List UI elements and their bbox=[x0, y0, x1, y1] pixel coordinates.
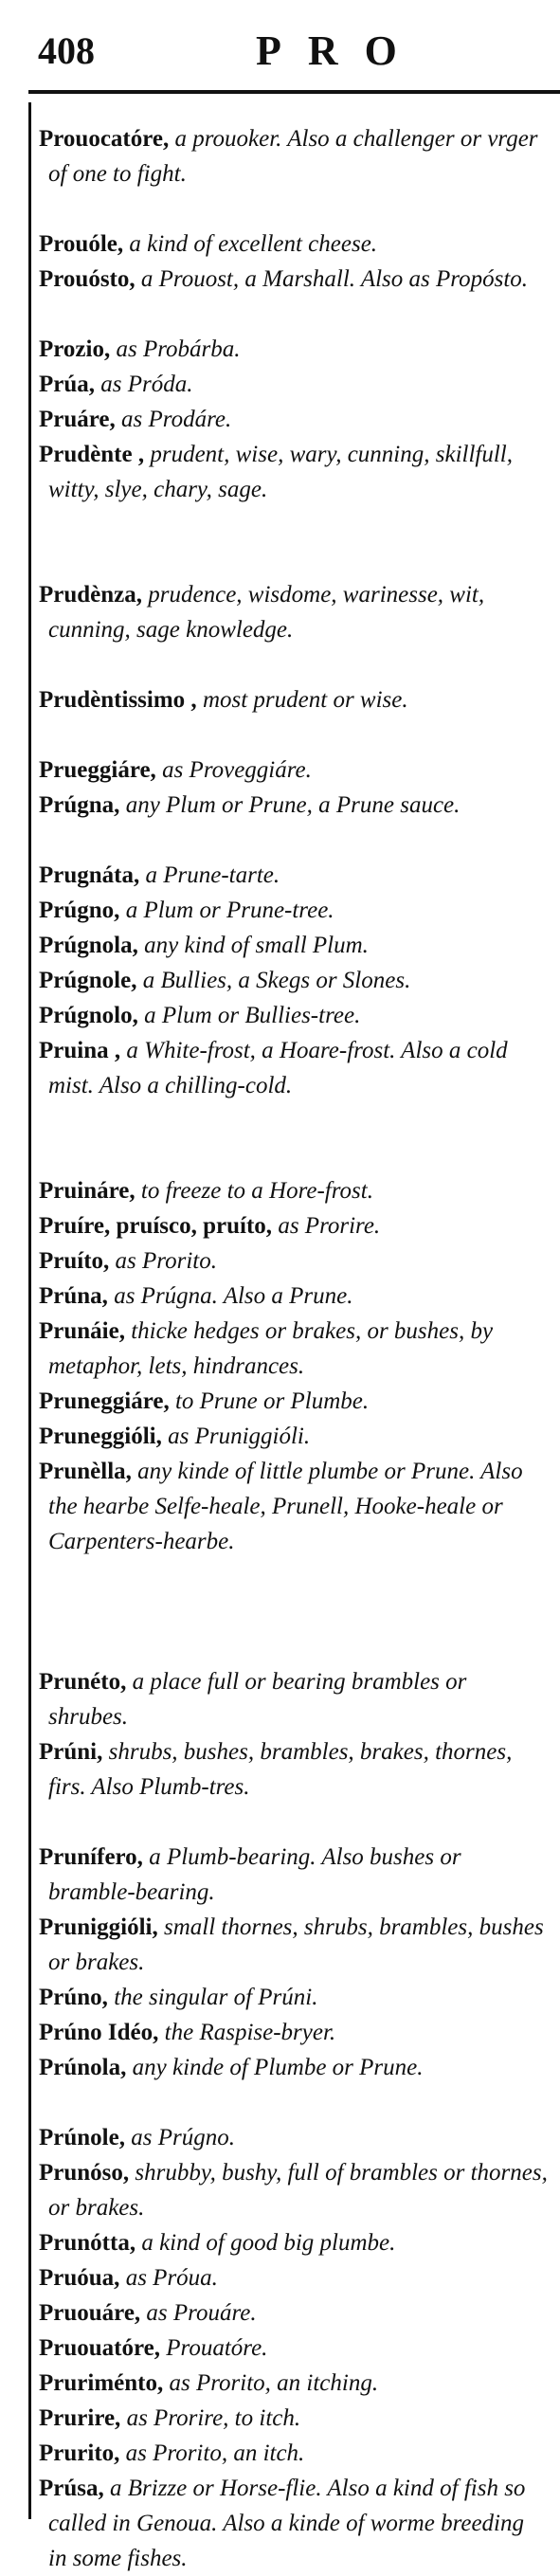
entry-headword: Prunífero, bbox=[39, 1844, 143, 1870]
dictionary-entry bbox=[31, 367, 548, 402]
entry-headword: Pruina , bbox=[39, 1038, 121, 1063]
entry-definition: as Pruniggióli. bbox=[168, 1424, 311, 1449]
dictionary-entry bbox=[31, 998, 548, 1033]
entry-headword: Prudènza, bbox=[39, 582, 143, 608]
dictionary-entry bbox=[31, 2471, 548, 2576]
entry-definition: thicke hedges or brakes, or bushes, by metaphor, lets, hindrances. bbox=[48, 1318, 494, 1379]
entry-definition: as Prodáre. bbox=[121, 407, 232, 432]
entry-headword: Pruáre, bbox=[39, 407, 116, 432]
entry-definition: a place full or bearing brambles or shrubes. bbox=[48, 1669, 467, 1730]
entry-headword: Prueggiáre, bbox=[39, 757, 156, 783]
dictionary-entry bbox=[31, 2120, 548, 2155]
entry-headword: Pruouatóre, bbox=[39, 2335, 160, 2361]
entry-definition: a kind of excellent cheese. bbox=[129, 231, 378, 257]
entry-definition: most prudent or wise. bbox=[202, 687, 408, 713]
entry-definition: Prouatóre. bbox=[166, 2335, 268, 2361]
entry-definition: as Prouáre. bbox=[146, 2300, 257, 2326]
dictionary-entry bbox=[31, 1419, 548, 1454]
entry-definition: as Prorito, an itching. bbox=[169, 2370, 379, 2396]
entry-headword: Prúgno, bbox=[39, 898, 120, 923]
dictionary-entry bbox=[31, 121, 548, 191]
entry-headword: Prouósto, bbox=[39, 266, 135, 292]
entry-headword: Prurire, bbox=[39, 2405, 121, 2431]
entry-headword: Pruináre, bbox=[39, 1178, 135, 1204]
dictionary-entry bbox=[31, 2436, 548, 2471]
entry-definition: a Brizze or Horse-flie. Also a kind of fish so called in Genoua. Also a kinde of worme breeding in some fishes. bbox=[48, 2476, 526, 2571]
entry-headword: Prúa, bbox=[39, 372, 96, 397]
entry-definition: a Plumb-bearing. Also bushes or bramble-bearing. bbox=[48, 1844, 461, 1905]
dictionary-entry bbox=[31, 227, 548, 262]
dictionary-entry bbox=[31, 2015, 548, 2050]
entry-definition: shrubs, bushes, brambles, brakes, thornes, firs. Also Plumb-tres. bbox=[48, 1739, 513, 1800]
entry-definition: to freeze to a Hore-frost. bbox=[140, 1178, 373, 1204]
dictionary-entry bbox=[31, 1208, 548, 1243]
dictionary-entry bbox=[31, 1454, 548, 1559]
entry-headword: Pruóua, bbox=[39, 2265, 120, 2291]
dictionary-entry bbox=[31, 2225, 548, 2260]
dictionary-entry bbox=[31, 1279, 548, 1314]
entry-column bbox=[28, 102, 559, 2571]
entry-headword: Prúnola, bbox=[39, 2055, 127, 2080]
entry-definition: prudence, wisdome, warinesse, wit, cunning, sage knowledge. bbox=[48, 582, 485, 643]
entry-headword: Prúgna, bbox=[39, 792, 120, 818]
dictionary-entry bbox=[31, 1384, 548, 1419]
entry-definition: any kind of small Plum. bbox=[144, 933, 369, 958]
entry-definition: as Proveggiáre. bbox=[162, 757, 312, 783]
dictionary-entry bbox=[31, 437, 548, 507]
entry-headword: Prúsa, bbox=[39, 2476, 104, 2501]
entry-definition: the Raspise-bryer. bbox=[164, 2020, 336, 2045]
entry-headword: Pruneggióli, bbox=[39, 1424, 162, 1449]
entry-headword: Prunéto, bbox=[39, 1669, 127, 1695]
dictionary-entry bbox=[31, 1840, 548, 1910]
entry-definition: a prouoker. Also a challenger or vrger of one to fight. bbox=[48, 126, 538, 187]
entry-headword: Prouóle, bbox=[39, 231, 124, 257]
entry-headword: Prudènte , bbox=[39, 442, 145, 467]
entry-definition: a Prouost, a Marshall. Also as Propósto. bbox=[140, 266, 529, 292]
entry-definition: as Prorire. bbox=[278, 1213, 381, 1239]
entry-headword: Pruíre, pruísco, pruíto, bbox=[39, 1213, 273, 1239]
header-rule bbox=[28, 90, 560, 94]
entry-definition: as Próda. bbox=[100, 372, 193, 397]
dictionary-entry bbox=[31, 2295, 548, 2331]
dictionary-entry bbox=[31, 1243, 548, 1279]
entry-definition: as Prorito. bbox=[115, 1248, 217, 1274]
dictionary-entry bbox=[31, 2155, 548, 2225]
entry-definition: a kind of good big plumbe. bbox=[141, 2230, 396, 2256]
entry-headword: Prúna, bbox=[39, 1283, 108, 1309]
entry-headword: Prúgnole, bbox=[39, 968, 137, 993]
entry-headword: Prúno Idéo, bbox=[39, 2020, 159, 2045]
dictionary-entry bbox=[31, 2331, 548, 2366]
page-number: 408 bbox=[38, 29, 95, 72]
entry-definition: to Prune or Plumbe. bbox=[174, 1388, 370, 1414]
entry-definition: as Próua. bbox=[125, 2265, 218, 2291]
dictionary-entry bbox=[31, 1314, 548, 1384]
entry-headword: Prúgnola, bbox=[39, 933, 138, 958]
entry-definition: as Prúgna. Also a Prune. bbox=[114, 1283, 353, 1309]
entry-headword: Prúnole, bbox=[39, 2125, 125, 2150]
dictionary-entry bbox=[31, 1910, 548, 1980]
dictionary-entry bbox=[31, 928, 548, 963]
entry-definition: any Plum or Prune, a Prune sauce. bbox=[125, 792, 461, 818]
entry-headword: Pruneggiáre, bbox=[39, 1388, 170, 1414]
dictionary-entry bbox=[31, 402, 548, 437]
dictionary-entry bbox=[31, 1173, 548, 1208]
entry-headword: Prúgnolo, bbox=[39, 1003, 138, 1028]
entry-definition: a White-frost, a Hoare-frost. Also a cold mist. Also a chilling-cold. bbox=[48, 1038, 508, 1098]
entry-definition: prudent, wise, wary, cunning, skillfull, witty, slye, chary, sage. bbox=[48, 442, 513, 502]
entry-headword: Prúni, bbox=[39, 1739, 103, 1765]
entry-definition: a Prune-tarte. bbox=[145, 862, 280, 888]
entry-definition: shrubby, bushy, full of brambles or thornes, or brakes. bbox=[48, 2160, 548, 2221]
dictionary-entry bbox=[31, 2401, 548, 2436]
dictionary-entry bbox=[31, 753, 548, 788]
entry-definition: any kinde of little plumbe or Prune. Also the hearbe Selfe-heale, Prunell, Hooke-heale or Carpenters-hearbe. bbox=[48, 1459, 523, 1554]
entry-definition: a Bullies, a Skegs or Slones. bbox=[142, 968, 411, 993]
entry-definition: as Prorito, an itch. bbox=[125, 2440, 305, 2466]
dictionary-entry bbox=[31, 893, 548, 928]
dictionary-entry bbox=[31, 1033, 548, 1103]
dictionary-entry bbox=[31, 963, 548, 998]
dictionary-entry bbox=[31, 2050, 548, 2085]
dictionary-entry bbox=[31, 682, 548, 717]
dictionary-entry bbox=[31, 262, 548, 297]
dictionary-entry bbox=[31, 332, 548, 367]
entry-definition: as Prúgno. bbox=[131, 2125, 235, 2150]
entry-headword: Prozio, bbox=[39, 336, 111, 362]
entry-headword: Prurito, bbox=[39, 2440, 120, 2466]
entry-headword: Pruouáre, bbox=[39, 2300, 141, 2326]
entry-headword: Prugnáta, bbox=[39, 862, 140, 888]
entry-definition: a Plum or Bullies-tree. bbox=[144, 1003, 361, 1028]
dictionary-entry bbox=[31, 577, 548, 647]
running-head bbox=[28, 21, 559, 78]
entry-headword: Prúno, bbox=[39, 1985, 108, 2010]
dictionary-entry bbox=[31, 2366, 548, 2401]
dictionary-entry bbox=[31, 858, 548, 893]
dictionary-entry bbox=[31, 788, 548, 823]
entry-headword: Prunáie, bbox=[39, 1318, 125, 1344]
dictionary-entry bbox=[31, 1664, 548, 1734]
entry-definition: a Plum or Prune-tree. bbox=[125, 898, 334, 923]
entry-definition: any kinde of Plumbe or Prune. bbox=[132, 2055, 424, 2080]
dictionary-entry bbox=[31, 1734, 548, 1805]
entry-headword: Prouocatóre, bbox=[39, 126, 170, 152]
entry-headword: Prunóso, bbox=[39, 2160, 130, 2186]
entry-definition: as Prorire, to itch. bbox=[126, 2405, 301, 2431]
entry-definition: the singular of Prúni. bbox=[114, 1985, 318, 2010]
dictionary-entry bbox=[31, 1980, 548, 2015]
entry-definition: small thornes, shrubs, brambles, bushes or brakes. bbox=[48, 1914, 544, 1975]
entry-headword: Pruniggióli, bbox=[39, 1914, 158, 1940]
entry-headword: Prunótta, bbox=[39, 2230, 136, 2256]
entry-definition: as Probárba. bbox=[116, 336, 241, 362]
entry-headword: Pruriménto, bbox=[39, 2370, 164, 2396]
running-head-word: PRO bbox=[256, 27, 424, 74]
dictionary-entry bbox=[31, 2260, 548, 2295]
entry-headword: Pruíto, bbox=[39, 1248, 110, 1274]
entry-headword: Prunèlla, bbox=[39, 1459, 132, 1484]
entry-headword: Prudèntissimo , bbox=[39, 687, 197, 713]
